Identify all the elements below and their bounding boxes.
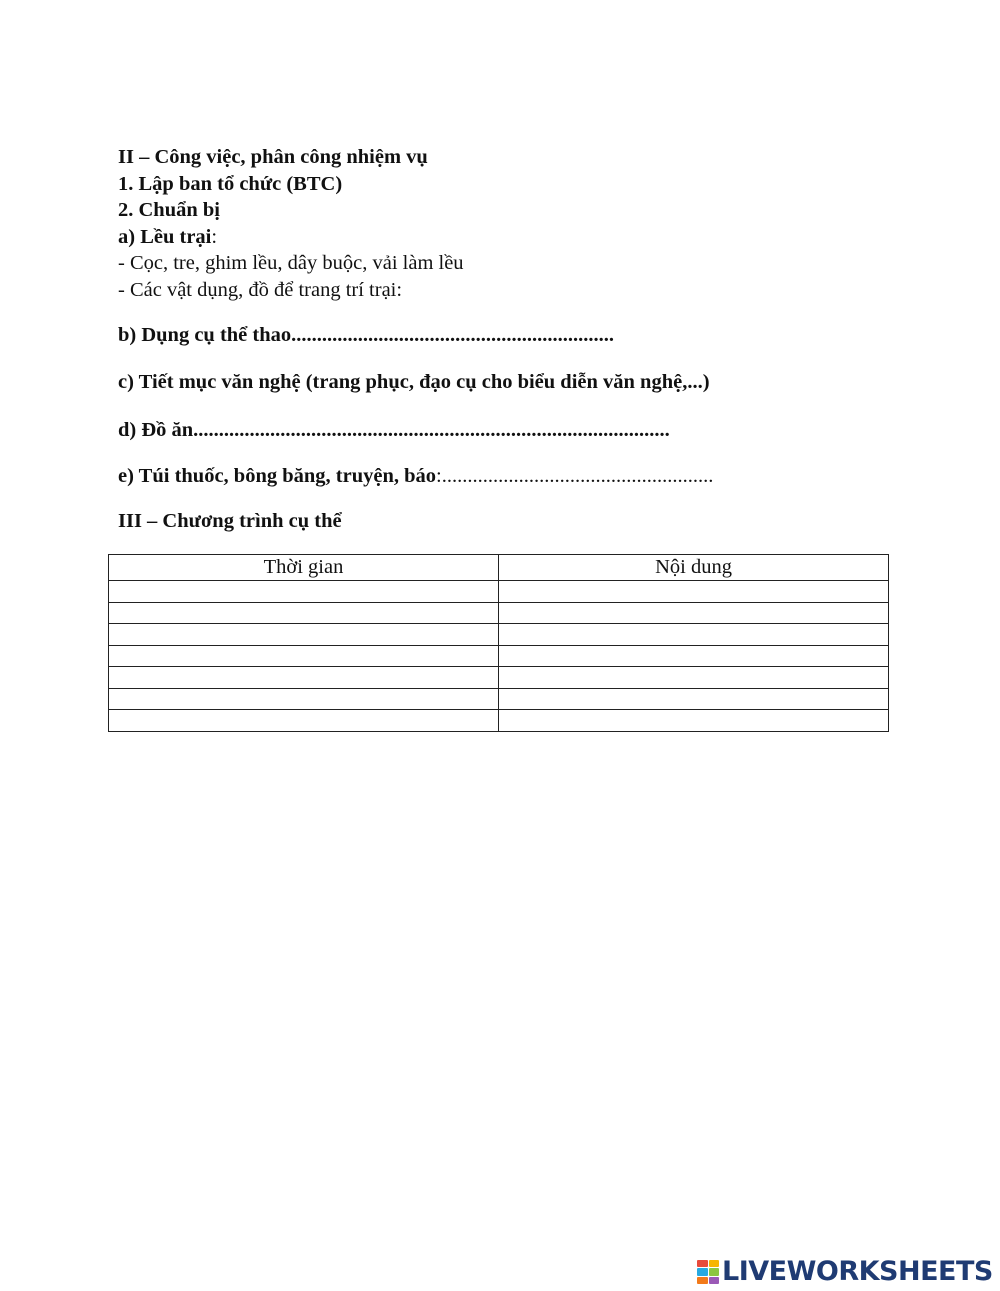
content-cell: [499, 710, 889, 732]
col-time-header: Thời gian: [109, 555, 499, 581]
time-cell: [109, 710, 499, 732]
liveworksheets-logo: [697, 1256, 993, 1288]
table-row: [109, 667, 889, 689]
content-cell: [499, 624, 889, 646]
section-2-heading: II – Công việc, phân công nhiệm vụ: [118, 146, 428, 168]
logo-block: [697, 1277, 708, 1284]
schedule-table: [108, 554, 889, 732]
logo-block: [709, 1277, 720, 1284]
liveworksheets-logo-icon: [697, 1260, 719, 1284]
logo-block: [697, 1260, 708, 1267]
table-row: [109, 602, 889, 624]
table-header-row: [109, 555, 889, 581]
item-e-medical-supplies: [118, 463, 713, 489]
liveworksheets-logo-text: LIVEWORKSHEETS: [722, 1256, 993, 1287]
content-cell: [499, 667, 889, 689]
table-row: [109, 581, 889, 603]
time-cell: [109, 688, 499, 710]
item-c-performances: c) Tiết mục văn nghệ (trang phục, đạo cụ cho biểu diễn văn nghệ,...): [118, 371, 710, 393]
item-a-colon: :: [211, 226, 218, 248]
table-row: [109, 645, 889, 667]
schedule-table-body: [109, 581, 889, 732]
table-row: [109, 710, 889, 732]
item-d-food: d) Đồ ăn.............................................................................................: [118, 419, 670, 441]
logo-block: [709, 1268, 720, 1275]
time-cell: [109, 581, 499, 603]
logo-block: [709, 1260, 720, 1267]
content-cell: [499, 688, 889, 710]
time-cell: [109, 602, 499, 624]
item-a-label: a) Lều trại: [118, 226, 212, 248]
section-3-heading: III – Chương trình cụ thể: [118, 510, 342, 532]
time-cell: [109, 645, 499, 667]
time-cell: [109, 667, 499, 689]
item-a-tents: [118, 224, 217, 250]
item-e-label: e) Túi thuốc, bông băng, truyện, báo: [118, 465, 437, 487]
content-cell: [499, 645, 889, 667]
table-row: [109, 624, 889, 646]
content-cell: [499, 602, 889, 624]
logo-block: [697, 1268, 708, 1275]
item-2-preparation: 2. Chuẩn bị: [118, 199, 220, 221]
item-1-organizing-committee: 1. Lập ban tổ chức (BTC): [118, 173, 343, 195]
col-content-header: Nội dung: [499, 555, 889, 581]
item-a-line-1: - Cọc, tre, ghim lều, dây buộc, vải làm lều: [118, 252, 464, 274]
item-b-sports-equipment: b) Dụng cụ thể thao...............................................................: [118, 324, 615, 346]
content-cell: [499, 581, 889, 603]
time-cell: [109, 624, 499, 646]
item-e-dots: :.....................................................: [436, 465, 714, 487]
table-row: [109, 688, 889, 710]
item-a-line-2: - Các vật dụng, đồ để trang trí trại:: [118, 279, 403, 301]
